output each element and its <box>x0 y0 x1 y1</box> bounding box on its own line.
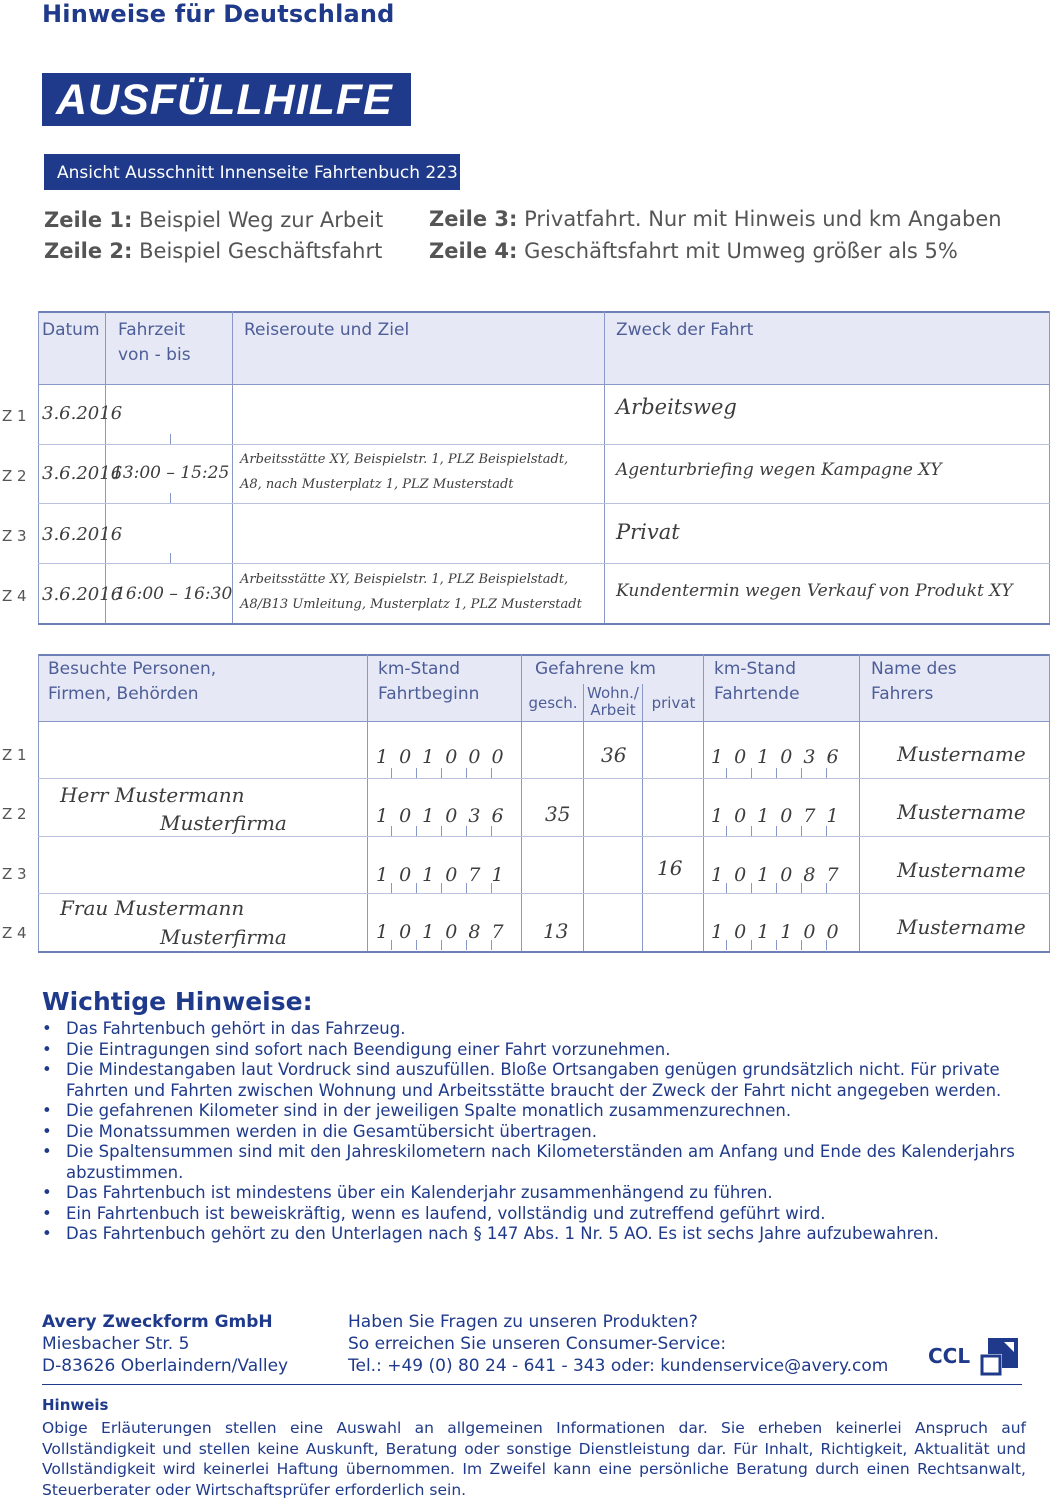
note-item: • Die Eintragungen sind sofort nach Beendigung einer Fahrt vorzunehmen. <box>42 1040 1017 1061</box>
note-item: • Die Monatssummen werden in die Gesamtübersicht übertragen. <box>42 1122 1017 1143</box>
cell-km-end: 101100 <box>711 921 850 943</box>
cell-zweck: Agenturbriefing wegen Kampagne XY <box>616 460 942 480</box>
cell-zweck: Arbeitsweg <box>616 395 737 419</box>
cell-km-start: 101036 <box>376 805 515 827</box>
footer-divider <box>42 1384 1022 1385</box>
digit-tick <box>726 768 727 778</box>
cell-km-end: 101087 <box>711 864 850 886</box>
cell-zweck: Privat <box>616 520 680 544</box>
cell-person-line1: Herr Mustermann <box>60 783 245 807</box>
col-fahrzeit <box>118 318 191 368</box>
notes-list <box>42 1019 1017 1245</box>
cell-km-start: 101000 <box>376 746 515 768</box>
col-fahrzeit-l2: von - bis <box>118 345 191 365</box>
cell-datum: 3.6.2016 <box>42 403 123 424</box>
digit-tick <box>416 826 417 836</box>
digit-tick <box>391 826 392 836</box>
banner-text: AUSFÜLLHILFE <box>56 76 393 124</box>
row-label: Z 4 <box>2 587 27 605</box>
col-privat: privat <box>651 694 696 712</box>
cell-person-line1: Frau Mustermann <box>60 896 245 920</box>
digit-tick <box>801 826 802 836</box>
col-personen-l2: Firmen, Behörden <box>48 684 199 704</box>
col-fahrer-l2: Fahrers <box>871 684 934 704</box>
cell-km-gesch: 35 <box>545 802 571 826</box>
cell-km-wohn: 36 <box>601 743 627 767</box>
disclaimer-text: Obige Erläuterungen stellen eine Auswahl an allgemeinen Informationen dar. Sie erheben keinerlei Anspruch auf Vollständigkeit und stellen keine Auskunft, Beratung oder sonstige Dienstleistung dar. Für Inhalt, Richtigkeit, Aktualität und Vollständigkeit wird keinerlei Haftung übernommen. Im Zweifel kann eine persönliche Beratung durch einen Rechtsanwalt, Steuerberater oder Wirtschaftsprüfer erforderlich sein. <box>42 1419 1026 1499</box>
legend-line-1 <box>44 208 383 232</box>
row-label: Z 4 <box>2 924 27 942</box>
cell-km-end: 101071 <box>711 805 850 827</box>
legend-line-3 <box>429 207 1002 231</box>
col-wohn-l1: Wohn./ <box>587 684 639 702</box>
digit-tick <box>466 768 467 778</box>
notes-title: Wichtige Hinweise: <box>42 987 313 1016</box>
digit-tick <box>801 768 802 778</box>
digit-tick <box>751 768 752 778</box>
row-label: Z 2 <box>2 467 27 485</box>
ccl-logo-mark-icon <box>978 1334 1022 1376</box>
col-kmstart-l1: km-Stand <box>378 659 460 679</box>
digit-tick <box>391 768 392 778</box>
digit-tick <box>491 768 492 778</box>
note-item: • Ein Fahrtenbuch ist beweiskräftig, wenn es laufend, vollständig und zutreffend geführt wird. <box>42 1204 1017 1225</box>
digit-tick <box>751 826 752 836</box>
note-item: • Die Mindestangaben laut Vordruck sind auszufüllen. Bloße Ortsangaben genügen grundsätzlich nicht. Für private Fahrten und Fahrten zwischen Wohnung und Arbeitsstätte braucht der Zweck der Fahrt nicht angegeben werden. <box>42 1060 1017 1101</box>
cell-datum: 3.6.2016 <box>42 463 123 484</box>
cell-route-line2: A8/B13 Umleitung, Musterplatz 1, PLZ Musterstadt <box>240 597 582 612</box>
cell-zweck: Kundentermin wegen Verkauf von Produkt XY <box>616 581 1013 601</box>
cell-fahrer: Mustername <box>897 915 1026 939</box>
col-kmend-l1: km-Stand <box>714 659 796 679</box>
note-item: • Das Fahrtenbuch gehört zu den Unterlagen nach § 147 Abs. 1 Nr. 5 AO. Es ist sechs Jahre aufzubewahren. <box>42 1224 1017 1245</box>
service-question: Haben Sie Fragen zu unseren Produkten? <box>348 1312 698 1332</box>
col-personen <box>48 657 216 707</box>
cell-zeit: 16:00 – 16:30 <box>115 584 233 604</box>
ccl-logo-text: CCL <box>928 1344 971 1368</box>
digit-tick <box>826 768 827 778</box>
legend-key: Zeile 1: <box>44 208 133 232</box>
cell-person-line2: Musterfirma <box>160 925 287 949</box>
digit-tick <box>726 826 727 836</box>
col-fahrer <box>871 657 957 707</box>
company-name: Avery Zweckform GmbH <box>42 1312 273 1332</box>
legend-key: Zeile 2: <box>44 239 133 263</box>
digit-tick <box>826 826 827 836</box>
digit-tick <box>441 826 442 836</box>
cell-zeit: 13:00 – 15:25 <box>112 463 230 483</box>
cell-km-gesch: 13 <box>543 919 569 943</box>
cell-fahrer: Mustername <box>897 742 1026 766</box>
legend-line-2 <box>44 239 382 263</box>
subtitle-text: Ansicht Ausschnitt Innenseite Fahrtenbuch 223 <box>57 163 458 183</box>
service-info <box>348 1311 888 1377</box>
col-gefahren: Gefahrene km <box>535 659 656 679</box>
legend-text: Beispiel Geschäftsfahrt <box>139 239 383 263</box>
row-label: Z 3 <box>2 527 27 545</box>
row-label: Z 1 <box>2 746 27 764</box>
legend-text: Privatfahrt. Nur mit Hinweis und km Angaben <box>524 207 1002 231</box>
col-gesch: gesch. <box>528 694 578 712</box>
legend-key: Zeile 4: <box>429 239 518 263</box>
note-item: • Das Fahrtenbuch gehört in das Fahrzeug. <box>42 1019 1017 1040</box>
cell-km-start: 101071 <box>376 864 515 886</box>
note-item: • Die Spaltensummen sind mit den Jahreskilometern nach Kilometerständen am Anfang und Ende des Kalenderjahrs abzustimmen. <box>42 1142 1017 1183</box>
cell-fahrer: Mustername <box>897 800 1026 824</box>
col-fahrer-l1: Name des <box>871 659 957 679</box>
col-kmstart <box>378 657 479 707</box>
cell-route-line2: A8, nach Musterplatz 1, PLZ Musterstadt <box>240 477 514 492</box>
col-datum: Datum <box>42 320 100 340</box>
col-kmend <box>714 657 800 707</box>
legend-key: Zeile 3: <box>429 207 518 231</box>
row-label: Z 2 <box>2 805 27 823</box>
cell-datum: 3.6.2016 <box>42 524 123 545</box>
cell-km-privat: 16 <box>657 856 683 880</box>
cell-route-line1: Arbeitsstätte XY, Beispielstr. 1, PLZ Beispielstadt, <box>240 572 569 587</box>
digit-tick <box>776 826 777 836</box>
legend-line-4 <box>429 239 958 263</box>
company-address <box>42 1311 288 1377</box>
digit-tick <box>416 768 417 778</box>
page-title: Hinweise für Deutschland <box>42 0 395 28</box>
cell-km-end: 101036 <box>711 746 850 768</box>
digit-tick <box>776 768 777 778</box>
col-kmend-l2: Fahrtende <box>714 684 800 704</box>
note-item: • Das Fahrtenbuch ist mindestens über ein Kalenderjahr zusammenhängend zu führen. <box>42 1183 1017 1204</box>
col-wohn-l2: Arbeit <box>590 701 636 719</box>
service-line: So erreichen Sie unseren Consumer-Service: <box>348 1334 727 1354</box>
cell-datum: 3.6.2016 <box>42 584 123 605</box>
company-street: Miesbacher Str. 5 <box>42 1334 190 1354</box>
cell-km-start: 101087 <box>376 921 515 943</box>
col-personen-l1: Besuchte Personen, <box>48 659 217 679</box>
col-fahrzeit-l1: Fahrzeit <box>118 320 186 340</box>
cell-route-line1: Arbeitsstätte XY, Beispielstr. 1, PLZ Beispielstadt, <box>240 452 569 467</box>
legend-text: Beispiel Weg zur Arbeit <box>139 208 384 232</box>
company-city: D-83626 Oberlaindern/Valley <box>42 1356 289 1376</box>
digit-tick <box>441 768 442 778</box>
col-zweck: Zweck der Fahrt <box>616 320 754 340</box>
row-label: Z 1 <box>2 407 27 425</box>
disclaimer-title: Hinweis <box>42 1396 109 1414</box>
col-kmstart-l2: Fahrtbeginn <box>378 684 480 704</box>
cell-fahrer: Mustername <box>897 858 1026 882</box>
row-label: Z 3 <box>2 865 27 883</box>
legend-text: Geschäftsfahrt mit Umweg größer als 5% <box>524 239 958 263</box>
digit-tick <box>491 826 492 836</box>
service-contact[interactable]: Tel.: +49 (0) 80 24 - 641 - 343 oder: kundenservice@avery.com <box>348 1356 889 1376</box>
subtitle-bar <box>44 154 460 190</box>
col-route: Reiseroute und Ziel <box>244 320 410 340</box>
note-item: • Die gefahrenen Kilometer sind in der jeweiligen Spalte monatlich zusammenzurechnen. <box>42 1101 1017 1122</box>
digit-tick <box>466 826 467 836</box>
col-wohn <box>584 685 642 719</box>
ccl-logo <box>926 1334 1022 1376</box>
banner <box>42 73 411 126</box>
cell-person-line2: Musterfirma <box>160 811 287 835</box>
